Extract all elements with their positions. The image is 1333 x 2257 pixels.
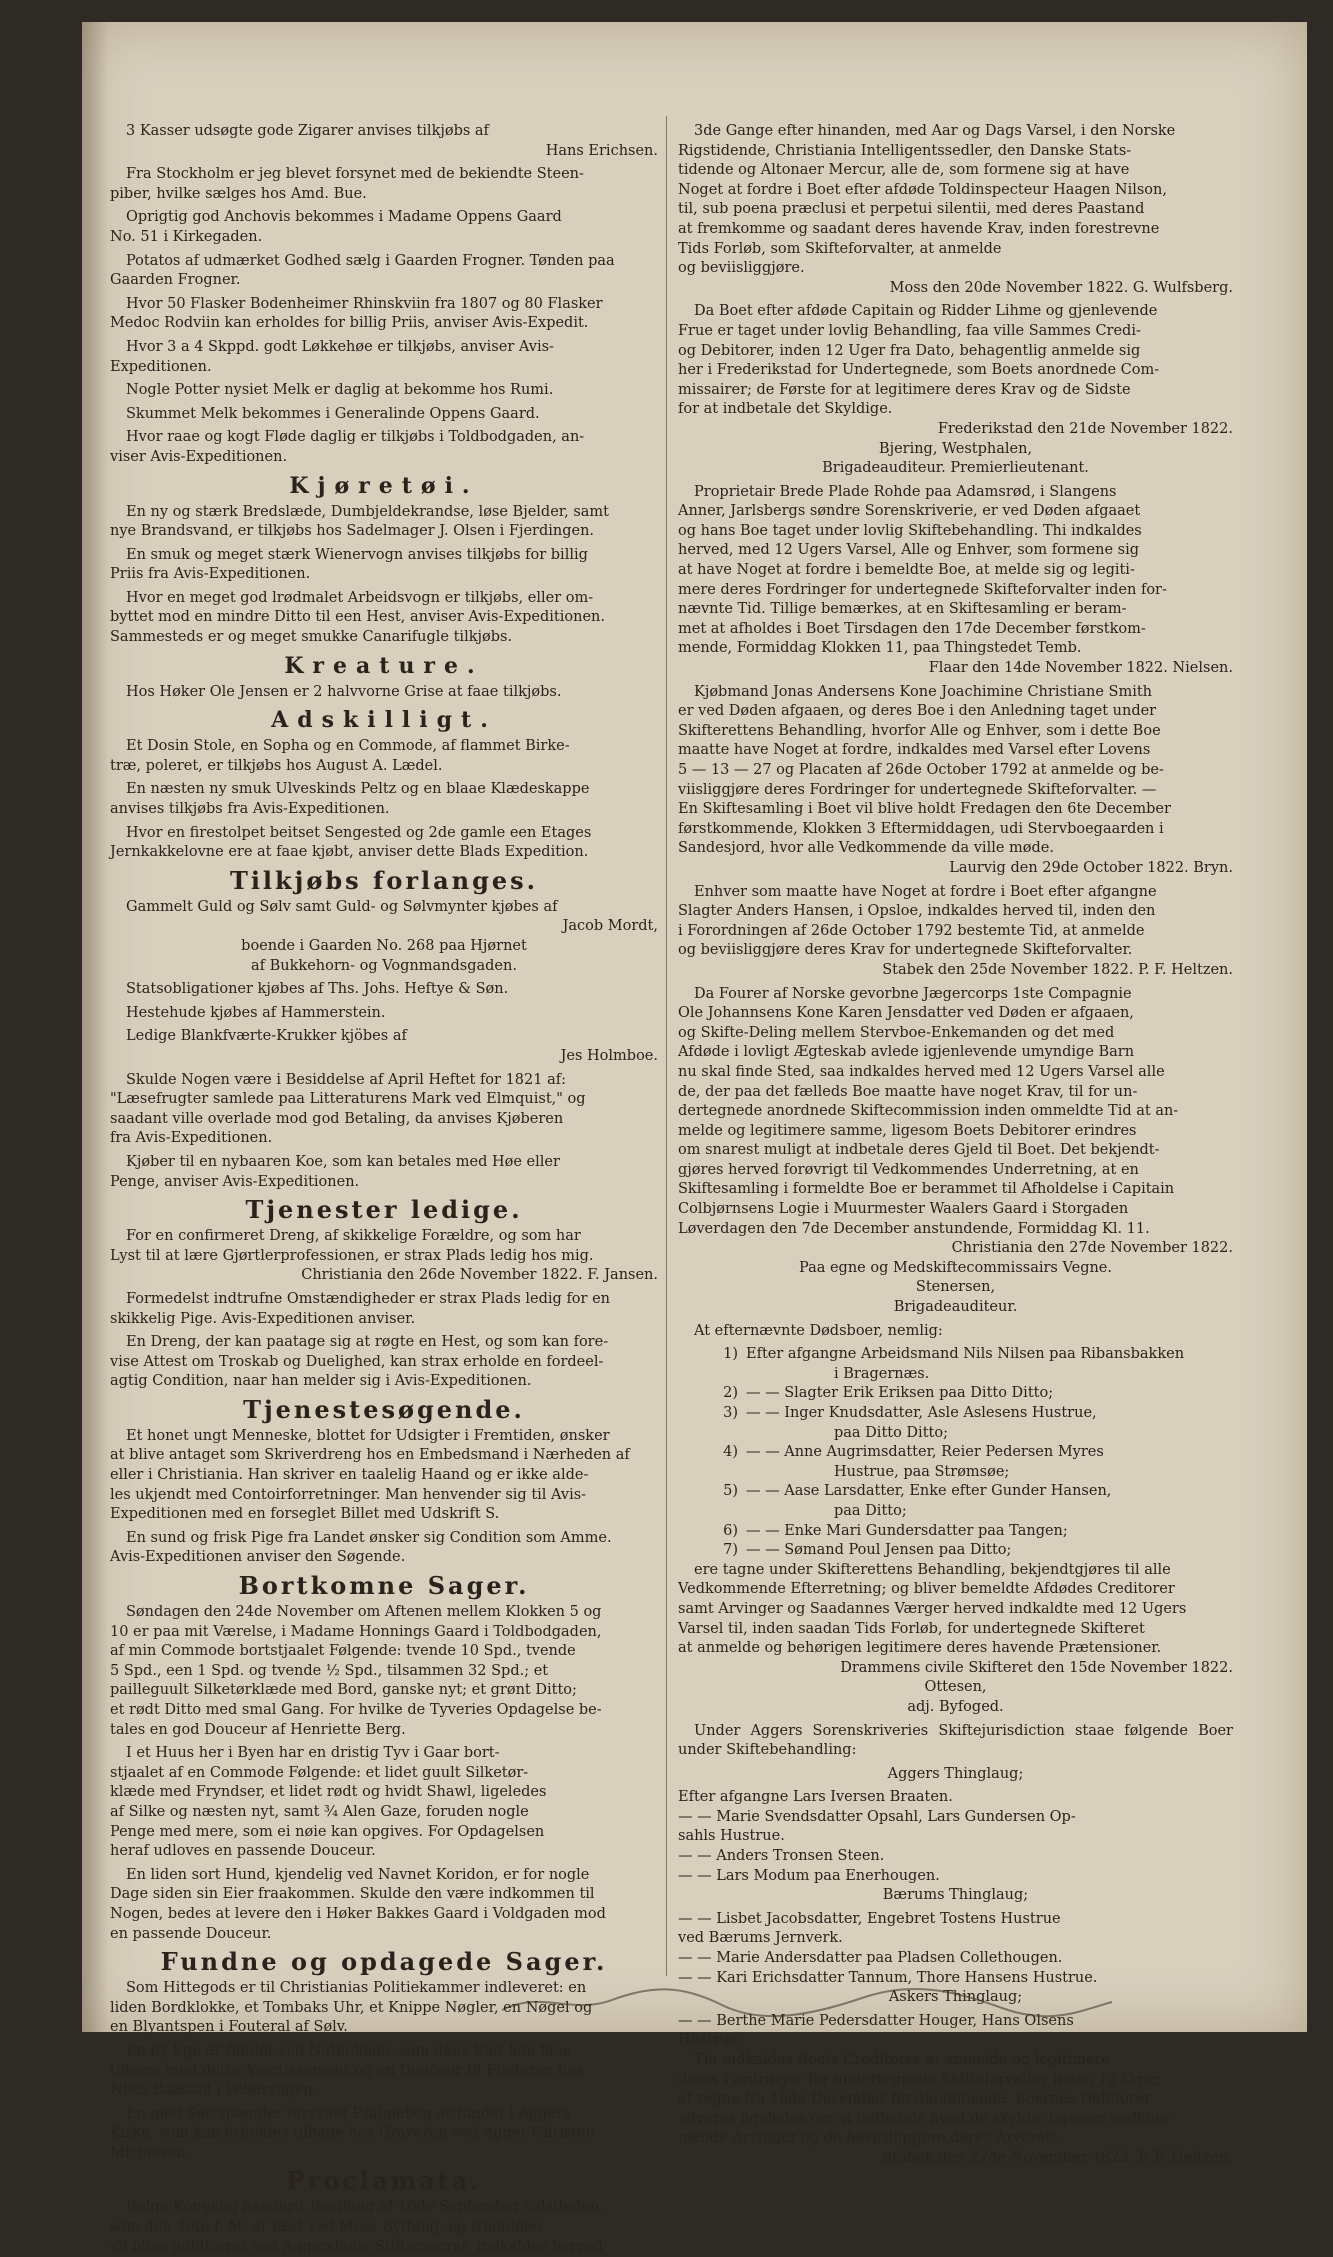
- section-heading-tjenester: Tjenester ledige.: [245, 1195, 523, 1225]
- spacer: [746, 1424, 826, 1444]
- dodsbo-list-subline: [678, 1424, 1233, 1444]
- kjoretoi-notice: [110, 546, 658, 585]
- proclama-notice: [678, 122, 1233, 298]
- agger-item: sahls Hustrue.: [678, 1828, 785, 1845]
- notice-line: Statsobligationer kjøbes af Ths. Johs. Heftye & Søn.: [126, 981, 509, 998]
- notice-line: tales en god Douceur af Henriette Berg.: [110, 1721, 406, 1738]
- dodsbo-number: 1): [723, 1346, 738, 1363]
- notice-line: Hvor 3 a 4 Skppd. godt Løkkehøe er tilkjøbs, anviser Avis-: [126, 338, 554, 355]
- notice-line: 10 er paa mit Værelse, i Madame Honnings Gaard i Toldbodgaden,: [110, 1623, 602, 1640]
- notice-line: En Skiftesamling i Boet vil blive holdt Fredagen den 6te December: [678, 801, 1171, 818]
- notice-line: En smuk og meget stærk Wienervogn anvises tilkjøbs for billig: [126, 546, 588, 563]
- notice-line: liden Bordklokke, et Tombaks Uhr, et Knippe Nøgler, en Nøgel og: [110, 1999, 593, 2016]
- notice-line: som den 30te f. M. er læst ved Moss Bything, og fremdeles: [110, 2219, 545, 2236]
- drammen-notice: [678, 1561, 1233, 1718]
- notice-line: Hvor raae og kogt Fløde daglig er tilkjøbs i Toldbodgaden, an-: [126, 429, 585, 446]
- dodsbo-list-subline: [678, 1502, 1233, 1522]
- advert-notice: [110, 252, 658, 291]
- tilkjobs-notice: [110, 898, 658, 976]
- section-heading-bortkomne: Bortkomne Sager.: [238, 1571, 530, 1601]
- notice-line: Skifterettens Behandling, hvorfor Alle og Enhver, som i dette Boe: [678, 722, 1161, 739]
- proclamata-notice: [110, 2198, 658, 2257]
- notice-line: Frue er taget under lovlig Behandling, faa ville Sammes Credi-: [678, 322, 1141, 339]
- notice-line: mende, Formiddag Klokken 11, paa Thingstedet Temb.: [678, 640, 1082, 657]
- agger-thinglaug: Askers Thinglaug;: [888, 1989, 1023, 2006]
- notice-line: Sammesteds er og meget smukke Canarifugle tilkjøbs.: [110, 629, 513, 646]
- notice-signature-extra: boende i Gaarden No. 268 paa Hjørnet: [241, 938, 527, 954]
- notice-line: Jernkakkelovne ere at faae kjøbt, anviser dette Blads Expedition.: [110, 844, 589, 861]
- notice-line: Oprigtig god Anchovis bekommes i Madame Oppens Gaard: [126, 209, 562, 226]
- tilkjobs-notice: [110, 1027, 658, 1066]
- tjenester-notice: [110, 1227, 658, 1286]
- advert-notice: [110, 428, 658, 467]
- notice-line: met at afholdes i Boet Tirsdagen den 17de December førstkom-: [678, 620, 1146, 637]
- notice-line: Som Hittegods er til Christianias Politiekammer indleveret: en: [126, 1980, 587, 1997]
- notice-line: en Blyantspen i Fouteral af Sølv.: [110, 2019, 348, 2036]
- dodsbo-text: — — Anne Augrimsdatter, Reier Pedersen Myres: [746, 1444, 1104, 1461]
- spacer: [746, 1463, 826, 1483]
- notice-signature-extra: Bjering, Westphalen,: [878, 440, 1033, 457]
- agger-item: — — Marie Andersdatter paa Pladsen Collethougen.: [678, 1950, 1063, 1967]
- notice-line: Fra Stockholm er jeg blevet forsynet med de bekiendte Steen-: [126, 166, 584, 183]
- notice-line: de, der paa det fælleds Boe maatte have noget Krav, til for un-: [678, 1083, 1138, 1100]
- notice-line: En Dreng, der kan paatage sig at røgte en Hest, og som kan fore-: [126, 1334, 609, 1351]
- agger-item: Hustrue.: [678, 2032, 743, 2049]
- notice-line: Skummet Melk bekommes i Generalinde Oppens Gaard.: [126, 405, 540, 422]
- advert-notice: [110, 338, 658, 377]
- section-heading-tilkjobs: Tilkjøbs forlanges.: [229, 865, 539, 895]
- notice-signature-extra: adj. Byfoged.: [907, 1698, 1004, 1715]
- notice-line: Penge, anviser Avis-Expeditionen.: [110, 1173, 360, 1190]
- notice-line: samt Arvinger og Saadannes Værger herved indkaldte med 12 Ugers: [678, 1600, 1187, 1617]
- notice-line: at fremkomme og saadant deres havende Krav, inden forestrevne: [678, 220, 1160, 237]
- spacer: [678, 1463, 738, 1483]
- notice-line: Lyst til at lære Gjørtlerprofessionen, er strax Plads ledig hos mig.: [110, 1247, 594, 1264]
- notice-line: Nogle Potter nysiet Melk er daglig at bekomme hos Rumi.: [126, 382, 554, 399]
- agger-thinglaug: Bærums Thinglaug;: [882, 1887, 1029, 1904]
- tjenester-notice: [110, 1290, 658, 1329]
- bortkomne-notice: [110, 1603, 658, 1740]
- notice-line: Hvor en firestolpet beitset Sengested og 2de gamle een Etages: [126, 824, 592, 841]
- tilkjobs-notice: [110, 1153, 658, 1192]
- notice-line: for at indbetale det Skyldige.: [678, 401, 893, 418]
- notice-line: advares ligeledes om at indbetale hvad de skylde; ligesom vedkom-: [678, 2110, 1174, 2127]
- dodsbo-list-subline: [678, 1463, 1233, 1483]
- dodsbo-text: — — Enke Mari Gundersdatter paa Tangen;: [746, 1522, 1068, 1539]
- notice-signature: Drammens civile Skifteret den 15de November 1822.: [840, 1659, 1233, 1676]
- notice-line: Da Fourer af Norske gevorbne Jægercorps 1ste Compagnie: [694, 985, 1132, 1002]
- notice-signature-extra: Paa egne og Medskiftecommissairs Vegne.: [798, 1259, 1113, 1276]
- notice-line: dertegnede anordnede Skiftecommission inden ommeldte Tid at an-: [678, 1103, 1179, 1120]
- notice-line: Varsel til, inden saadan Tids Forløb, for undertegnede Skifteret: [678, 1620, 1145, 1637]
- advert-notice: [110, 122, 658, 161]
- notice-line: pailleguult Silketørklæde med Bord, ganske nyt; et grønt Ditto;: [110, 1682, 577, 1699]
- notice-line: I et Huus her i Byen har en dristig Tyv i Gaar bort-: [126, 1745, 500, 1762]
- notice-line: Skiftesamling i formeldte Boe er berammet til Afholdelse i Capitain: [678, 1181, 1175, 1198]
- notice-line: 3 Kasser udsøgte gode Zigarer anvises tilkjøbs af: [126, 123, 489, 139]
- notice-signature-extra: Stenersen,: [915, 1279, 996, 1296]
- spacer: [678, 1365, 738, 1385]
- notice-signature: Stabek den 27de November 1822. P. F. Heltzen.: [882, 2149, 1233, 2166]
- left-column: [110, 122, 658, 2255]
- notice-line: Gammelt Guld og Sølv samt Guld- og Sølvmynter kjøbes af: [126, 898, 558, 915]
- notice-line: mere deres Fordringer for undertegnede Skifteforvalter inden for-: [678, 581, 1167, 598]
- notice-line: Ifølge Kongelig naadigst Bevilling af 16de September sidstleden,: [126, 2199, 604, 2216]
- notice-line: Tids Forløb, som Skifteforvalter, at anmelde: [678, 240, 1002, 257]
- dodsbo-subtext: paa Ditto;: [834, 1502, 907, 1519]
- dodsbo-number: 3): [723, 1405, 738, 1421]
- notice-line: Hvor en meget god lrødmalet Arbeidsvogn er tilkjøbs, eller om-: [126, 589, 594, 606]
- notice-signature-extra: Brigadeauditeur.: [893, 1299, 1018, 1316]
- notice-line: En sund og frisk Pige fra Landet ønsker sig Condition som Amme.: [126, 1529, 612, 1546]
- dodsbo-list-item: [678, 1404, 1233, 1424]
- advert-notice: [110, 405, 658, 425]
- dodsbo-list-item: [678, 1443, 1233, 1463]
- agger-item: Efter afgangne Lars Iversen Braaten.: [678, 1789, 953, 1806]
- notice-line: Hvor 50 Flasker Bodenheimer Rhinskviin fra 1807 og 80 Flasker: [126, 295, 603, 312]
- notice-line: er ved Døden afgaaen, og deres Boe i den Anledning taget under: [678, 703, 1157, 720]
- notice-line: tilbage mod dette Avertissement og en Douceur til Finderen hos: [110, 2062, 584, 2079]
- notice-line: missairer; de Første for at legitimere deres Krav og de Sidste: [678, 381, 1131, 398]
- notice-line: les ukjendt med Contoirforretninger. Man henvender sig til Avis-: [110, 1486, 587, 1503]
- notice-line: skikkelig Pige. Avis-Expeditionen anviser.: [110, 1310, 416, 1327]
- notice-line: Formedelst indtrufne Omstændigheder er strax Plads ledig for en: [126, 1290, 610, 1307]
- notice-line: agtig Condition, naar han melder sig i Avis-Expeditionen.: [110, 1373, 532, 1390]
- notice-line: mende Arvinger og de beviisliggjøre deres Arverett.: [678, 2130, 1062, 2147]
- section-heading-fundne: Fundne og opdagede Sager.: [160, 1947, 608, 1977]
- notice-line: Sandesjord, hvor alle Vedkommende da ville møde.: [678, 840, 1054, 857]
- agger-item: ved Bærums Jernverk.: [678, 1930, 843, 1947]
- dodsbo-number: 2): [723, 1385, 738, 1402]
- notice-line: en passende Douceur.: [110, 1925, 272, 1942]
- dodsbo-number: 4): [723, 1444, 738, 1461]
- notice-line: Slagter Anders Hansen, i Opsloe, indkaldes herved til, inden den: [678, 903, 1156, 920]
- notice-line: stjaalet af en Commode Følgende: et lidet guult Silketør-: [110, 1764, 529, 1781]
- newspaper-page: [110, 92, 1260, 2255]
- notice-line: Penge med mere, som ei nøie kan opgives. For Opdagelsen: [110, 1823, 545, 1840]
- dodsbo-text: — — Slagter Erik Eriksen paa Ditto Ditto;: [746, 1385, 1054, 1402]
- notice-line: viser Avis-Expeditionen.: [110, 448, 288, 465]
- notice-line: at have Noget at fordre i bemeldte Boe, at melde sig og legiti-: [678, 562, 1135, 579]
- notice-line: 5 — 13 — 27 og Placaten af 26de October 1792 at anmelde og be-: [678, 762, 1164, 778]
- dodsbo-subtext: Hustrue, paa Strømsøe;: [834, 1463, 1010, 1480]
- notice-line: Potatos af udmærket Godhed sælg i Gaarden Frogner. Tønden paa: [126, 252, 615, 269]
- fundne-notice: [110, 2105, 658, 2164]
- notice-line: anvises tilkjøbs fra Avis-Expeditionen.: [110, 801, 390, 818]
- notice-line: og hans Boe taget under lovlig Skiftebehandling. Thi indkaldes: [678, 522, 1142, 539]
- notice-line: piber, hvilke sælges hos Amd. Bue.: [110, 185, 367, 202]
- dodsbo-number: 5): [723, 1483, 738, 1500]
- agger-item: — — Marie Svendsdatter Opsahl, Lars Gundersen Op-: [678, 1808, 1076, 1825]
- dodsbo-list-item: [678, 1482, 1233, 1502]
- agger-intro: Under Aggers Sorenskriveries Skiftejurisdiction staae følgende Boer under Skiftebehandling:: [678, 1722, 1233, 1759]
- notice-line: vil blive publiceret ved Aggershuus Stiftsoverret, indkaldes herved: [110, 2238, 603, 2255]
- kreature-notice: [110, 683, 658, 703]
- tilkjobs-notice: [110, 980, 658, 1000]
- notice-line: No. 51 i Kirkegaden.: [110, 228, 263, 245]
- notice-line: klæde med Fryndser, et lidet rødt og hvidt Shawl, ligeledes: [110, 1784, 547, 1801]
- notice-line: og beviisliggjøre.: [678, 260, 805, 277]
- notice-line: heraf udloves en passende Douceur.: [110, 1843, 376, 1860]
- notice-line: Avis-Expeditionen anviser den Søgende.: [110, 1549, 406, 1566]
- notice-line: maatte have Noget at fordre, indkaldes med Varsel efter Lovens: [678, 742, 1151, 759]
- agger-item: — — Lisbet Jacobsdatter, Engebret Tostens Hustrue: [678, 1910, 1061, 1927]
- dodsbo-list-item: [678, 1541, 1233, 1561]
- notice-line: af Silke og næsten nyt, samt ¾ Alen Gaze, foruden nogle: [110, 1803, 529, 1820]
- notice-line: En med Sølvspænder forsynet Psalmebog er fundet i Aggers: [126, 2105, 571, 2122]
- notice-line: træ, poleret, er tilkjøbs hos August A. Lædel.: [110, 757, 443, 774]
- notice-line: Thi indkaldes Boets Creditorer at anmelde og legitimere: [694, 2052, 1111, 2068]
- notice-line: 5 Spd., een 1 Spd. og tvende ½ Spd., tilsammen 32 Spd.; et: [110, 1662, 549, 1679]
- notice-line: Colbjørnsens Logie i Muurmester Waalers Gaard i Storgaden: [678, 1201, 1129, 1218]
- notice-line: her i Frederikstad for Undertegnede, som Boets anordnede Com-: [678, 362, 1160, 379]
- kjoretoi-notice: [110, 589, 658, 648]
- notice-signature: Moss den 20de November 1822. G. Wulfsberg.: [889, 279, 1233, 296]
- notice-signature: Laurvig den 29de October 1822. Bryn.: [949, 859, 1233, 876]
- notice-signature: Flaar den 14de November 1822. Nielsen.: [928, 660, 1233, 677]
- notice-line: Et honet ungt Menneske, blottet for Udsigter i Fremtiden, ønsker: [126, 1427, 610, 1444]
- notice-line: Proprietair Brede Plade Rohde paa Adamsrød, i Slangens: [694, 483, 1117, 500]
- dodsboer-intro: At efternævnte Dødsboer, nemlig:: [694, 1322, 943, 1339]
- dodsbo-list-item: [678, 1384, 1233, 1404]
- dodsbo-subtext: paa Ditto Ditto;: [834, 1424, 948, 1441]
- notice-line: Dage siden sin Eier fraakommen. Skulde den være indkommen til: [110, 1886, 595, 1903]
- dodsbo-list-subline: [678, 1365, 1233, 1385]
- notice-line: i Forordningen af 26de October 1792 bestemte Tid, at anmelde: [678, 922, 1145, 939]
- notice-line: Nogen, bedes at levere den i Høker Bakkes Gaard i Voldgaden mod: [110, 1905, 606, 1922]
- notice-signature: Jes Holmboe.: [560, 1047, 658, 1064]
- notice-line: at anmelde og behørigen legitimere deres havende Prætensioner.: [678, 1640, 1162, 1657]
- agger-item: — — Kari Erichsdatter Tannum, Thore Hansens Hustrue.: [678, 1969, 1098, 1986]
- notice-line: Expeditionen med en forseglet Billet med Udskrift S.: [110, 1506, 500, 1523]
- notice-line: et rødt Ditto med smal Gang. For hvilke de Tyveries Opdagelse be-: [110, 1702, 602, 1718]
- dodsbo-number: 6): [723, 1522, 738, 1539]
- dodsbo-text: — — Aase Larsdatter, Enke efter Gunder Hansen,: [746, 1483, 1112, 1500]
- proclama-notice: [678, 883, 1233, 981]
- notice-line: Hos Høker Ole Jensen er 2 halvvorne Grise at faae tilkjøbs.: [126, 683, 562, 700]
- dodsbo-text: — — Sømand Poul Jensen paa Ditto;: [746, 1542, 1012, 1559]
- notice-line: Gaarden Frogner.: [110, 272, 241, 289]
- spacer: [746, 1502, 826, 1522]
- notice-line: Afdøde i lovligt Ægteskab avlede igjenlevende umyndige Barn: [678, 1044, 1135, 1061]
- notice-line: Kirke, som kan erholdes tilbage hos Graveren ved Agger Christen: [110, 2125, 596, 2142]
- adskilligt-notice: [110, 737, 658, 776]
- tilkjobs-notice: [110, 1004, 658, 1024]
- notice-line: Rigstidende, Christiania Intelligentssedler, den Danske Stats-: [678, 142, 1132, 159]
- notice-line: viisliggjøre deres Fordringer for undertegnede Skifteforvalter. —: [678, 781, 1157, 798]
- advert-notice: [110, 165, 658, 204]
- notice-line: Enhver som maatte have Noget at fordre i Boet efter afgangne: [694, 883, 1157, 900]
- notice-line: Kjøbmand Jonas Andersens Kone Joachimine Christiane Smith: [694, 683, 1153, 700]
- notice-line: En ny og stærk Bredslæde, Dumbjeldekrandse, løse Bjelder, samt: [126, 503, 610, 520]
- notice-line: byttet mod en mindre Ditto til een Hest, anviser Avis-Expeditionen.: [110, 609, 605, 626]
- notice-signature: Christiania den 26de November 1822. F. Jansen.: [301, 1267, 658, 1284]
- notice-line: om snarest muligt at indbetale deres Gjeld til Boet. Det bekjendt-: [678, 1142, 1160, 1159]
- notice-line: 3de Gange efter hinanden, med Aar og Dags Varsel, i den Norske: [694, 123, 1176, 139]
- notice-line: og Skifte-Deling mellem Stervboe-Enkemanden og det med: [678, 1024, 1115, 1041]
- advert-notice: [110, 295, 658, 334]
- adskilligt-notice: [110, 824, 658, 863]
- notice-signature: Christiania den 27de November 1822.: [951, 1240, 1233, 1257]
- notice-signature-extra: af Bukkehorn- og Vognmandsgaden.: [251, 957, 517, 974]
- proclama-notice: [678, 683, 1233, 879]
- notice-line: herved, med 12 Ugers Varsel, Alle og Enhver, som formene sig: [678, 542, 1139, 559]
- dodsbo-text: Efter afgangne Arbeidsmand Nils Nilsen paa Ribansbakken: [746, 1346, 1185, 1363]
- notice-signature: Jacob Mordt,: [562, 918, 658, 935]
- tjenestesog-notice: [110, 1529, 658, 1568]
- notice-line: En ny Ege er fundet ved Natholmen, som dens Eier kan faae: [126, 2042, 572, 2059]
- advert-notice: [110, 381, 658, 401]
- notice-line: Et Dosin Stole, en Sopha og en Commode, af flammet Birke-: [126, 738, 570, 755]
- notice-line: Noget at fordre i Boet efter afdøde Toldinspecteur Haagen Nilson,: [678, 181, 1167, 198]
- notice-signature: Hans Erichsen.: [545, 142, 658, 159]
- notice-line: fra Avis-Expeditionen.: [110, 1130, 273, 1147]
- tjenester-notice: [110, 1333, 658, 1392]
- agger-item: — — Anders Tronsen Steen.: [678, 1848, 885, 1865]
- notice-line: førstkommende, Klokken 3 Eftermiddagen, udi Stervboegaarden i: [678, 820, 1164, 837]
- notice-line: at blive antaget som Skriverdreng hos en Embedsmand i Nærheden af: [110, 1447, 630, 1464]
- section-heading-kjoretoi: Kjøretøi.: [289, 472, 479, 499]
- bortkomne-notice: [110, 1744, 658, 1862]
- notice-line: Ole Johannsens Kone Karen Jensdatter ved Døden er afgaaen,: [678, 1005, 1134, 1022]
- notice-signature: Frederikstad den 21de November 1822.: [937, 420, 1233, 437]
- notice-line: af min Commode bortstjaalet Følgende: tvende 10 Spd., tvende: [110, 1643, 576, 1660]
- notice-line: Michelsen.: [110, 2144, 191, 2161]
- spacer: [678, 1502, 738, 1522]
- proclama-notice: [678, 302, 1233, 478]
- spacer: [678, 1424, 738, 1444]
- dodsbo-text: — — Inger Knudsdatter, Asle Aslesens Hustrue,: [746, 1405, 1097, 1421]
- notice-line: Expeditionen.: [110, 358, 212, 375]
- agger-thinglaug: Aggers Thinglaug;: [887, 1765, 1024, 1782]
- notice-line: Da Boet efter afdøde Capitain og Ridder Lihme og gjenlevende: [694, 303, 1158, 320]
- fundne-notice: [110, 2042, 658, 2101]
- notice-line: Anner, Jarlsbergs søndre Sorenskriverie, er ved Døden afgaaet: [678, 503, 1141, 520]
- right-column: [678, 122, 1233, 2166]
- advert-notice: [110, 208, 658, 247]
- notice-line: og Debitorer, inden 12 Uger fra Dato, behagentlig anmelde sig: [678, 342, 1141, 359]
- notice-line: at regne fra 16de December førstkommende. Boernes Debitorer: [678, 2091, 1152, 2108]
- dodsbo-list-item: [678, 1345, 1233, 1365]
- tjenestesog-notice: [110, 1427, 658, 1525]
- notice-line: og beviisliggjøre deres Krav for undertegnede Skifteforvalter.: [678, 942, 1133, 959]
- newspaper-sheet: [82, 22, 1307, 2255]
- bortkomne-notice: [110, 1866, 658, 1944]
- notice-line: gjøres herved forøvrigt til Vedkommendes Underretning, at en: [678, 1161, 1139, 1178]
- notice-line: deres Fordringer for undertegnede Skifteforvalter inden 12 Uger,: [678, 2071, 1162, 2088]
- agger-item: — — Lars Modum paa Enerhougen.: [678, 1867, 940, 1884]
- notice-signature: Stabek den 25de November 1822. P. F. Heltzen.: [882, 961, 1233, 978]
- tilkjobs-notice: [110, 1071, 658, 1149]
- spacer: [746, 1365, 826, 1385]
- notice-line: Kjøber til en nybaaren Koe, som kan betales med Høe eller: [126, 1153, 560, 1170]
- notice-line: vise Attest om Troskab og Duelighed, kan strax erholde en fordeel-: [110, 1353, 604, 1370]
- notice-line: En liden sort Hund, kjendelig ved Navnet Koridon, er for nogle: [126, 1866, 590, 1883]
- notice-line: melde og legitimere samme, ligesom Boets Debitorer erindres: [678, 1122, 1137, 1139]
- notice-line: nu skal finde Sted, saa indkaldes herved med 12 Ugers Varsel alle: [678, 1063, 1165, 1080]
- proclama-notice: [678, 483, 1233, 679]
- notice-line: For en confirmeret Dreng, af skikkelige Forældre, og som har: [126, 1228, 581, 1245]
- section-heading-tjenestesog: Tjenestesøgende.: [243, 1394, 525, 1424]
- handwritten-signature: [482, 1980, 1122, 2020]
- notice-line: Niels Baastad i Peberviigen.: [110, 2082, 318, 2099]
- dodsbo-list-item: [678, 1522, 1233, 1542]
- page-shadow: [82, 22, 108, 2032]
- notice-signature-extra: Ottesen,: [924, 1679, 987, 1696]
- notice-line: Skulde Nogen være i Besiddelse af April Heftet for 1821 af:: [126, 1071, 566, 1088]
- notice-line: Ledige Blankfværte-Krukker kjöbes af: [126, 1028, 407, 1045]
- notice-line: Vedkommende Efterretning; og bliver bemeldte Afdødes Creditorer: [678, 1581, 1175, 1598]
- column-divider: [666, 116, 667, 1976]
- dodsbo-number: 7): [723, 1542, 738, 1559]
- notice-line: Søndagen den 24de November om Aftenen mellem Klokken 5 og: [126, 1604, 602, 1621]
- notice-line: Hestehude kjøbes af Hammerstein.: [126, 1004, 386, 1021]
- notice-line: En næsten ny smuk Ulveskinds Peltz og en blaae Klædeskappe: [126, 781, 590, 798]
- agger-item: — — Berthe Marie Pedersdatter Houger, Hans Olsens: [678, 2012, 1074, 2029]
- notice-line: Priis fra Avis-Expeditionen.: [110, 566, 311, 583]
- notice-line: Løverdagen den 7de December anstundende, Formiddag Kl. 11.: [678, 1220, 1150, 1237]
- notice-line: saadant ville overlade mod god Betaling, da anvises Kjøberen: [110, 1110, 564, 1127]
- dodsbo-subtext: i Bragernæs.: [834, 1365, 930, 1382]
- notice-line: eller i Christiania. Han skriver en taalelig Haand og er ikke alde-: [110, 1467, 589, 1484]
- adskilligt-notice: [110, 780, 658, 819]
- notice-line: til, sub poena præclusi et perpetui silentii, med deres Paastand: [678, 201, 1145, 218]
- section-heading-kreature: Kreature.: [284, 652, 484, 679]
- section-heading-proclamata: Proclamata.: [286, 2166, 482, 2196]
- notice-line: ere tagne under Skifterettens Behandling, bekjendtgjøres til alle: [694, 1561, 1171, 1578]
- notice-line: "Læsefrugter samlede paa Litteraturens Mark ved Elmquist," og: [110, 1091, 586, 1108]
- agger-notice: [678, 2051, 1233, 2169]
- notice-line: nævnte Tid. Tillige bemærkes, at en Skiftesamling er beram-: [678, 601, 1127, 618]
- notice-line: Medoc Rodviin kan erholdes for billig Priis, anviser Avis-Expedit.: [110, 315, 589, 332]
- notice-line: nye Brandsvand, er tilkjøbs hos Sadelmager J. Olsen i Fjerdingen.: [110, 523, 595, 540]
- notice-line: tidende og Altonaer Mercur, alle de, som formene sig at have: [678, 162, 1130, 179]
- proclama-notice: [678, 985, 1233, 1318]
- notice-signature-extra: Brigadeauditeur. Premierlieutenant.: [822, 460, 1089, 477]
- section-heading-adskilligt: Adskilligt.: [271, 707, 497, 734]
- kjoretoi-notice: [110, 503, 658, 542]
